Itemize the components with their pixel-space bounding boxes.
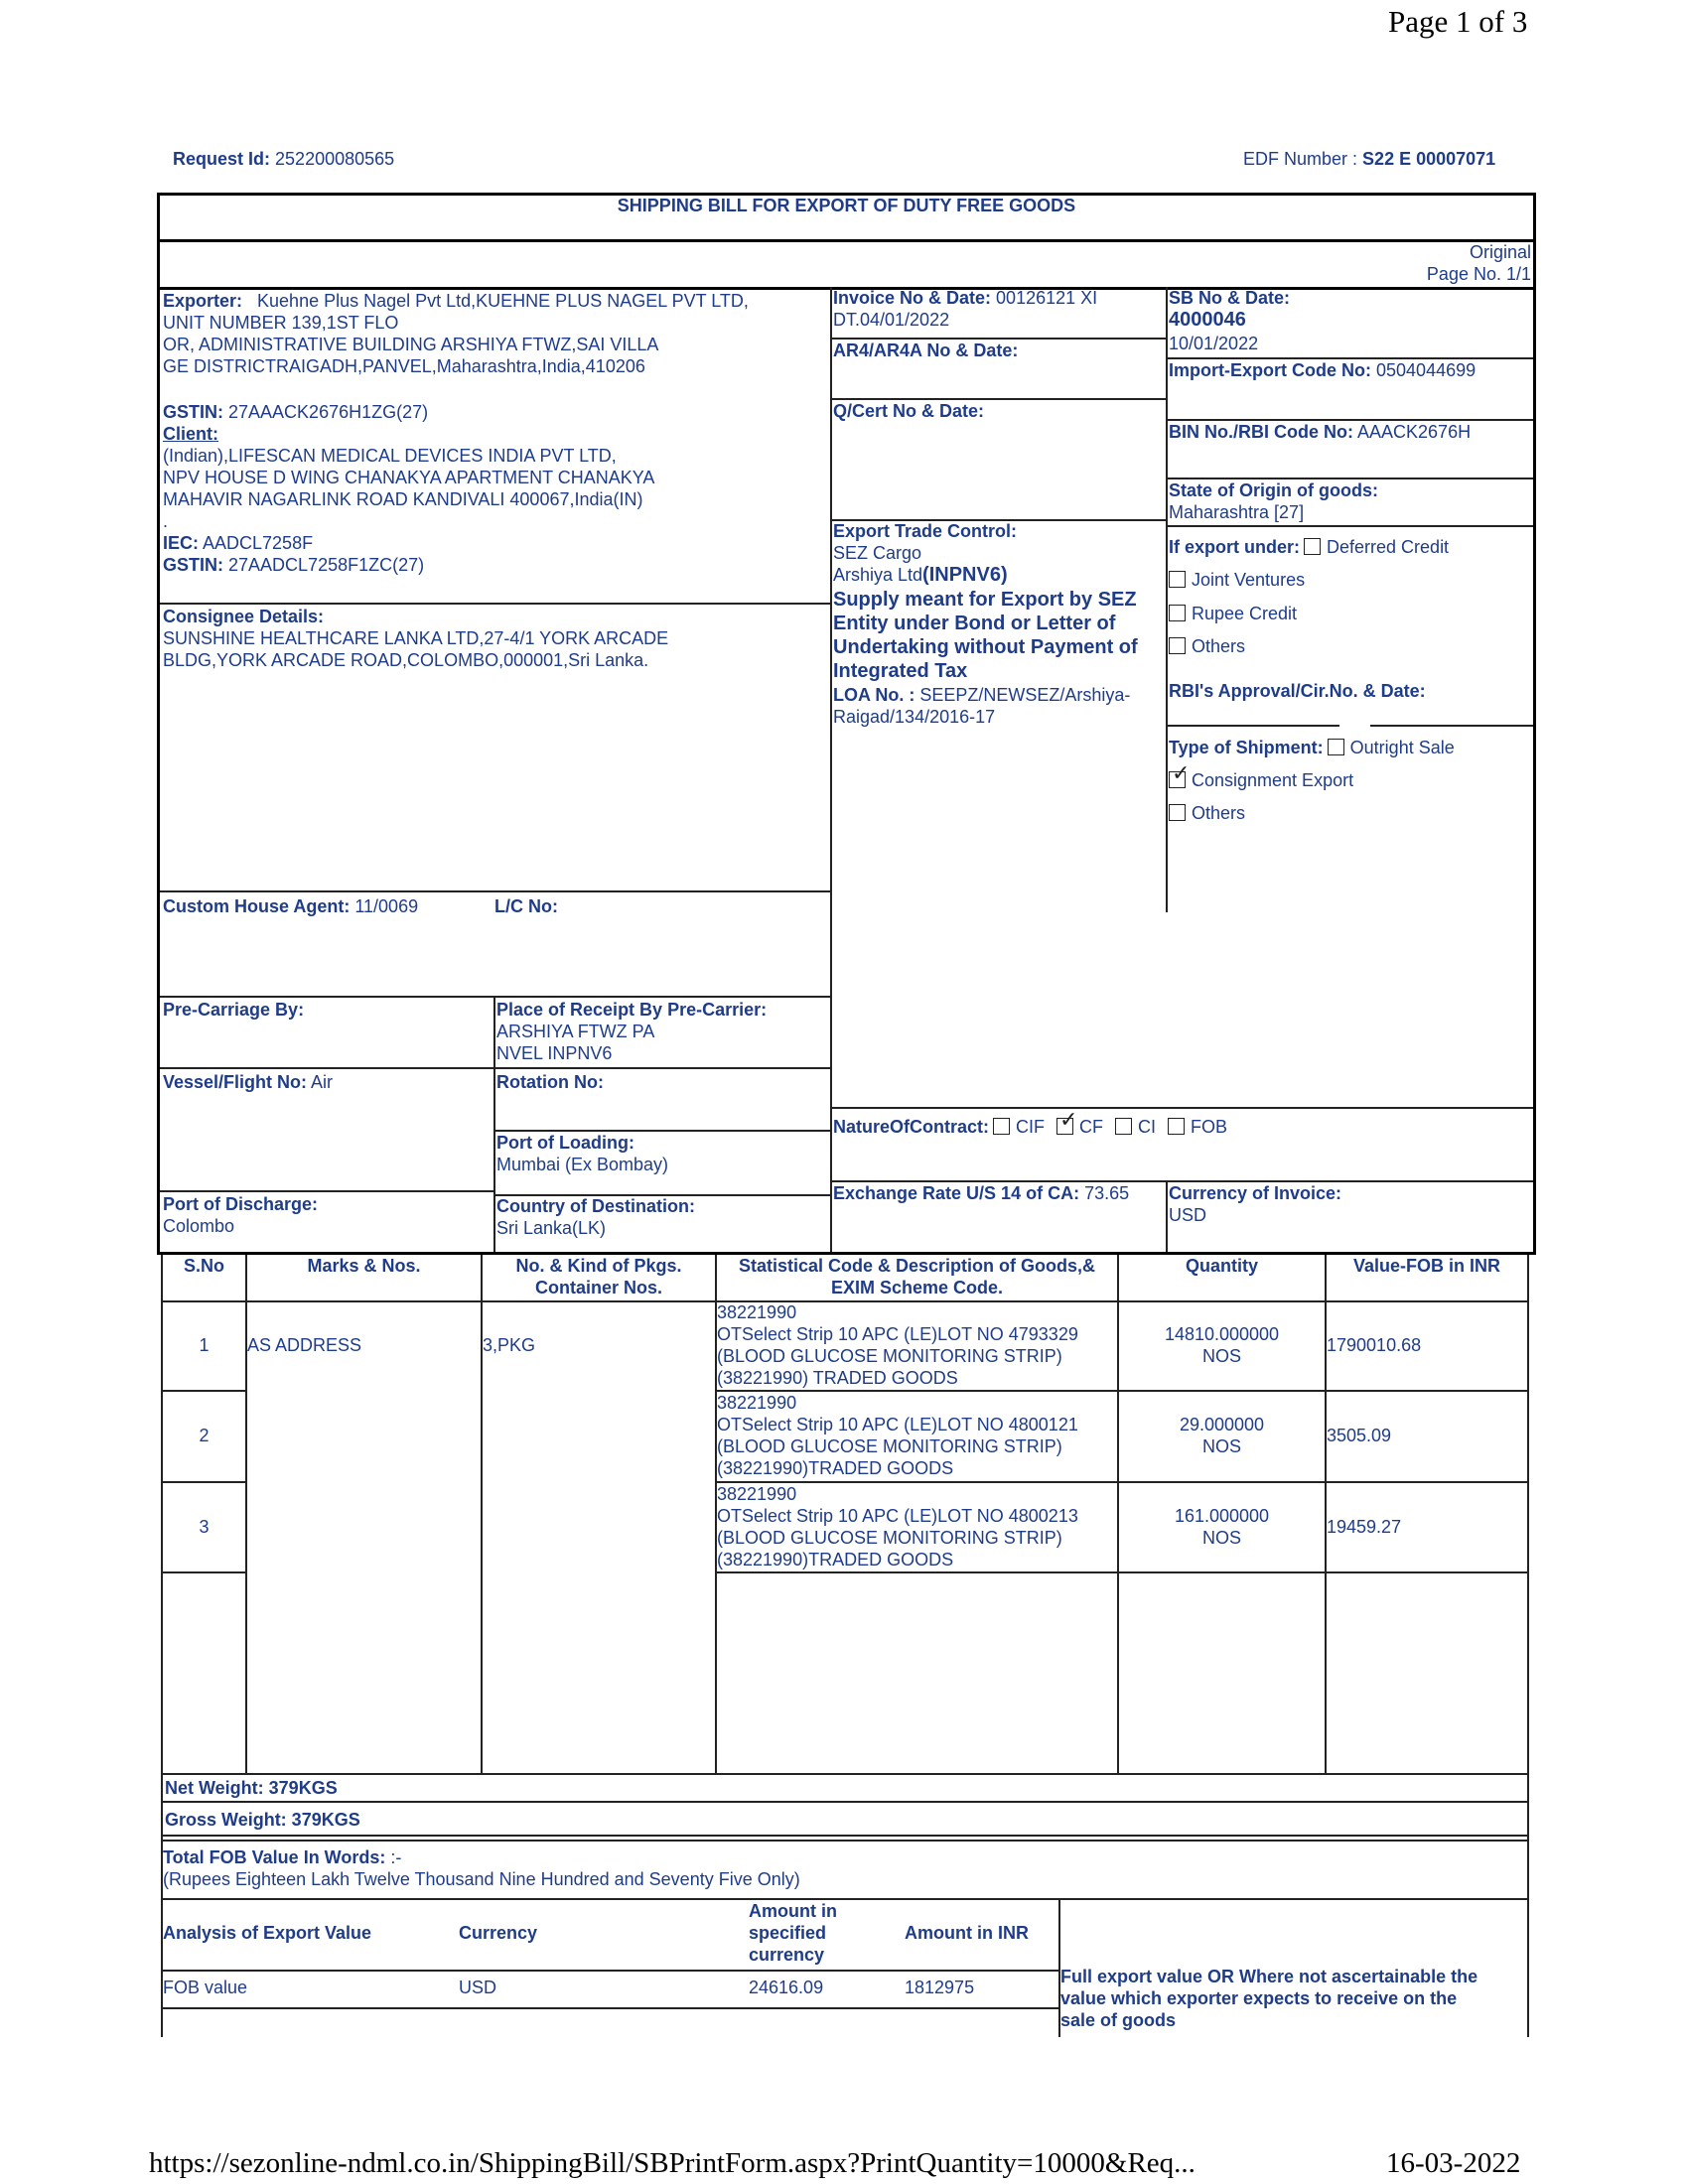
exporter-label: Exporter: bbox=[163, 291, 243, 311]
sb-date: 10/01/2022 bbox=[1169, 334, 1259, 353]
lc-label: L/C No: bbox=[494, 896, 558, 916]
row2-desc-code: 38221990 bbox=[717, 1393, 797, 1413]
consignment-export-checkbox[interactable] bbox=[1169, 771, 1186, 788]
col-value: Value-FOB in INR bbox=[1352, 1256, 1501, 1276]
deferred-credit-label: Deferred Credit bbox=[1327, 537, 1450, 557]
loa-value: SEEPZ/NEWSEZ/Arshiya- bbox=[919, 685, 1131, 705]
state-origin-value: Maharashtra [27] bbox=[1169, 502, 1305, 522]
net-weight: Net Weight: 379KGS bbox=[165, 1778, 338, 1798]
row1-pkgs: 3,PKG bbox=[483, 1335, 536, 1355]
page-number: Page 1 of 3 bbox=[1388, 4, 1528, 39]
export-trade-company: Arshiya Ltd bbox=[833, 565, 923, 585]
request-id-value: 252200080565 bbox=[275, 149, 395, 169]
col-marks: Marks & Nos. bbox=[307, 1256, 421, 1276]
row3-unit: NOS bbox=[1201, 1528, 1241, 1548]
row1-desc-3: (BLOOD GLUCOSE MONITORING STRIP) bbox=[717, 1346, 1062, 1366]
row2-value: 3505.09 bbox=[1327, 1426, 1392, 1445]
exchange-rate-label: Exchange Rate U/S 14 of CA: bbox=[833, 1183, 1080, 1203]
consignment-export-label: Consignment Export bbox=[1192, 770, 1354, 790]
ci-label: CI bbox=[1138, 1117, 1157, 1137]
invoice-label: Invoice No & Date: bbox=[833, 288, 992, 308]
exporter-gstin-value: 27AAACK2676H1ZG(27) bbox=[228, 402, 429, 422]
bin-value: AAACK2676H bbox=[1357, 422, 1472, 442]
outright-sale-checkbox[interactable] bbox=[1328, 739, 1344, 755]
supply-line2: Entity under Bond or Letter of bbox=[833, 613, 1116, 634]
qcert-label: Q/Cert No & Date: bbox=[833, 401, 985, 421]
fob-label: FOB bbox=[1191, 1117, 1228, 1137]
port-loading-value: Mumbai (Ex Bombay) bbox=[496, 1155, 669, 1174]
row2-sno: 2 bbox=[199, 1426, 210, 1445]
row2-desc-3: (BLOOD GLUCOSE MONITORING STRIP) bbox=[717, 1436, 1062, 1456]
cif-checkbox[interactable] bbox=[993, 1118, 1010, 1135]
exchange-rate bbox=[833, 1182, 1129, 1204]
country-dest-label: Country of Destination: bbox=[496, 1196, 695, 1216]
iec-code bbox=[1169, 359, 1476, 381]
exporter-line3: OR, ADMINISTRATIVE BUILDING ARSHIYA FTWZ,SAI VILLA bbox=[163, 335, 659, 354]
ci-checkbox[interactable] bbox=[1115, 1118, 1132, 1135]
client-iec-value: AADCL7258F bbox=[203, 533, 314, 553]
form-title: SHIPPING BILL FOR EXPORT OF DUTY FREE GOODS bbox=[617, 196, 1076, 215]
vessel bbox=[163, 1071, 333, 1093]
row2-qty: 29.000000 bbox=[1179, 1415, 1265, 1434]
export-under-row bbox=[1169, 536, 1449, 558]
bin-label: BIN No./RBI Code No: bbox=[1169, 422, 1353, 442]
col-quantity: Quantity bbox=[1185, 1256, 1258, 1276]
row3-sno: 3 bbox=[199, 1517, 210, 1537]
fob-words-separator: :- bbox=[385, 1847, 402, 1867]
analysis-note-3: sale of goods bbox=[1060, 2010, 1177, 2030]
original-label: Original bbox=[1469, 242, 1531, 262]
consignee-label: Consignee Details: bbox=[163, 607, 325, 626]
exporter-line2: UNIT NUMBER 139,1ST FLO bbox=[163, 313, 399, 333]
export-trade-code: (INPNV6) bbox=[922, 564, 1008, 586]
gross-weight: Gross Weight: 379KGS bbox=[165, 1810, 360, 1830]
client-line2: NPV HOUSE D WING CHANAKYA APARTMENT CHANAKYA bbox=[163, 468, 655, 487]
row3-desc-code: 38221990 bbox=[717, 1484, 797, 1504]
place-receipt-label: Place of Receipt By Pre-Carrier: bbox=[496, 1000, 768, 1020]
row1-desc-code: 38221990 bbox=[717, 1302, 797, 1322]
client-gstin-label: GSTIN: bbox=[163, 555, 223, 575]
iec-label: Import-Export Code No: bbox=[1169, 360, 1371, 380]
place-receipt-line1: ARSHIYA FTWZ PA bbox=[496, 1022, 655, 1041]
fob-words-value: (Rupees Eighteen Lakh Twelve Thousand Nine Hundred and Seventy Five Only) bbox=[163, 1869, 800, 1889]
joint-ventures-checkbox[interactable] bbox=[1169, 571, 1186, 588]
edf-number-label: EDF Number : bbox=[1243, 149, 1358, 169]
client-iec bbox=[163, 532, 313, 554]
shipment-others-label: Others bbox=[1192, 803, 1246, 823]
col-desc-1: Statistical Code & Description of Goods,& bbox=[738, 1256, 1096, 1276]
footer-date: 16-03-2022 bbox=[1386, 2147, 1521, 2179]
row2-unit: NOS bbox=[1201, 1436, 1241, 1456]
col-pkgs-2: Container Nos. bbox=[534, 1278, 662, 1297]
nature-contract-row bbox=[833, 1116, 1227, 1138]
export-trade-label: Export Trade Control: bbox=[833, 521, 1018, 541]
pre-carriage-label: Pre-Carriage By: bbox=[163, 1000, 305, 1020]
row1-marks: AS ADDRESS bbox=[247, 1335, 362, 1355]
currency-invoice-value: USD bbox=[1169, 1205, 1207, 1225]
iec-value: 0504044699 bbox=[1376, 360, 1477, 380]
cf-checkbox[interactable] bbox=[1056, 1118, 1073, 1135]
client-gstin bbox=[163, 554, 424, 576]
client-line1: (Indian),LIFESCAN MEDICAL DEVICES INDIA PVT LTD, bbox=[163, 446, 617, 466]
export-under-label: If export under: bbox=[1169, 537, 1301, 557]
fob-value-inr: 1812975 bbox=[905, 1978, 975, 1997]
exporter-line4: GE DISTRICTRAIGADH,PANVEL,Maharashtra,India,410206 bbox=[163, 356, 645, 376]
fob-value-label: FOB value bbox=[163, 1978, 248, 1997]
edf-number bbox=[1243, 148, 1495, 170]
row3-desc-4: (38221990)TRADED GOODS bbox=[717, 1550, 954, 1570]
exporter-gstin-label: GSTIN: bbox=[163, 402, 223, 422]
export-trade-line1: SEZ Cargo bbox=[833, 543, 922, 563]
row1-desc-4: (38221990) TRADED GOODS bbox=[717, 1368, 958, 1388]
row3-desc-3: (BLOOD GLUCOSE MONITORING STRIP) bbox=[717, 1528, 1062, 1548]
cha-label: Custom House Agent: bbox=[163, 896, 351, 916]
sb-label: SB No & Date: bbox=[1169, 288, 1291, 308]
analysis-note-1: Full export value OR Where not ascertainable the bbox=[1060, 1967, 1478, 1986]
analysis-amount-header-2: specified bbox=[749, 1923, 827, 1943]
row2-desc-4: (38221990)TRADED GOODS bbox=[717, 1458, 954, 1478]
cf-label: CF bbox=[1079, 1117, 1104, 1137]
row3-desc-2: OTSelect Strip 10 APC (LE)LOT NO 4800213 bbox=[717, 1506, 1078, 1526]
row1-qty: 14810.000000 bbox=[1164, 1324, 1280, 1344]
currency-invoice-label: Currency of Invoice: bbox=[1169, 1183, 1342, 1203]
fob-words-label: Total FOB Value In Words: bbox=[163, 1847, 386, 1867]
shipment-label: Type of Shipment: bbox=[1169, 738, 1324, 757]
sb-number: 4000046 bbox=[1169, 309, 1246, 331]
vessel-label: Vessel/Flight No: bbox=[163, 1072, 308, 1092]
vessel-value: Air bbox=[311, 1072, 334, 1092]
joint-ventures-row bbox=[1165, 569, 1305, 591]
row2-desc-2: OTSelect Strip 10 APC (LE)LOT NO 4800121 bbox=[717, 1415, 1078, 1434]
exporter-line1-text: Kuehne Plus Nagel Pvt Ltd,KUEHNE PLUS NAGEL PVT LTD, bbox=[257, 291, 749, 311]
supply-line1: Supply meant for Export by SEZ bbox=[833, 589, 1137, 611]
nature-contract-label: NatureOfContract: bbox=[833, 1117, 990, 1137]
row1-desc-2: OTSelect Strip 10 APC (LE)LOT NO 4793329 bbox=[717, 1324, 1078, 1344]
analysis-note-2: value which exporter expects to receive on the bbox=[1060, 1988, 1458, 2008]
col-sno: S.No bbox=[183, 1256, 224, 1276]
footer-url: https://sezonline-ndml.co.in/ShippingBill/SBPrintForm.aspx?PrintQuantity=10000&Req... bbox=[149, 2147, 1196, 2179]
loa-line2: Raigad/134/2016-17 bbox=[833, 707, 996, 727]
state-origin-label: State of Origin of goods: bbox=[1169, 480, 1378, 500]
port-loading-label: Port of Loading: bbox=[496, 1133, 634, 1153]
export-under-others-row bbox=[1165, 635, 1245, 657]
ar4-label: AR4/AR4A No & Date: bbox=[833, 341, 1019, 360]
analysis-currency-header: Currency bbox=[459, 1923, 538, 1943]
rupee-credit-row bbox=[1165, 603, 1297, 624]
exporter-line1 bbox=[163, 290, 749, 312]
consignee-line1: SUNSHINE HEALTHCARE LANKA LTD,27-4/1 YORK ARCADE bbox=[163, 628, 669, 648]
client-line4: . bbox=[163, 511, 169, 531]
row1-unit: NOS bbox=[1201, 1346, 1241, 1366]
page-no: Page No. 1/1 bbox=[1426, 264, 1531, 284]
export-trade-line2 bbox=[833, 564, 1008, 586]
client-iec-label: IEC: bbox=[163, 533, 199, 553]
col-pkgs-1: No. & Kind of Pkgs. bbox=[515, 1256, 682, 1276]
supply-line3: Undertaking without Payment of bbox=[833, 636, 1138, 658]
rupee-credit-label: Rupee Credit bbox=[1192, 604, 1298, 623]
loa-line1 bbox=[833, 684, 1130, 706]
port-discharge-value: Colombo bbox=[163, 1216, 235, 1236]
row3-qty: 161.000000 bbox=[1174, 1506, 1270, 1526]
place-receipt-line2: NVEL INPNV6 bbox=[496, 1043, 613, 1063]
row1-sno: 1 bbox=[199, 1335, 210, 1355]
exchange-rate-value: 73.65 bbox=[1084, 1183, 1130, 1203]
rotation-label: Rotation No: bbox=[496, 1072, 604, 1092]
export-under-others-label: Others bbox=[1192, 636, 1246, 656]
client-gstin-value: 27AADCL7258F1ZC(27) bbox=[228, 555, 425, 575]
deferred-credit-checkbox[interactable] bbox=[1304, 538, 1321, 555]
exporter-gstin bbox=[163, 401, 428, 423]
rupee-credit-checkbox[interactable] bbox=[1169, 605, 1186, 621]
cha bbox=[163, 895, 418, 917]
analysis-inr-header: Amount in INR bbox=[905, 1923, 1029, 1943]
client-label: Client: bbox=[163, 424, 218, 444]
shipment-others-row bbox=[1165, 802, 1245, 824]
request-id-label: Request Id: bbox=[173, 149, 271, 169]
invoice-line1 bbox=[833, 287, 1097, 309]
fob-value-currency: USD bbox=[459, 1978, 497, 1997]
shipment-row bbox=[1169, 737, 1455, 758]
country-dest-value: Sri Lanka(LK) bbox=[496, 1218, 607, 1238]
cif-label: CIF bbox=[1016, 1117, 1046, 1137]
analysis-title: Analysis of Export Value bbox=[163, 1923, 372, 1943]
edf-number-value: S22 E 00007071 bbox=[1362, 149, 1496, 169]
port-discharge-label: Port of Discharge: bbox=[163, 1194, 319, 1214]
analysis-amount-header-1: Amount in bbox=[749, 1901, 837, 1921]
analysis-amount-header-3: currency bbox=[749, 1945, 825, 1965]
cha-value: 11/0069 bbox=[354, 896, 419, 916]
loa-label: LOA No. : bbox=[833, 685, 915, 705]
col-desc-2: EXIM Scheme Code. bbox=[830, 1278, 1004, 1297]
outright-sale-label: Outright Sale bbox=[1349, 738, 1455, 757]
consignment-export-row bbox=[1165, 769, 1353, 791]
request-id bbox=[173, 148, 394, 170]
row1-value: 1790010.68 bbox=[1327, 1335, 1422, 1355]
consignee-line2: BLDG,YORK ARCADE ROAD,COLOMBO,000001,Sri Lanka. bbox=[163, 650, 649, 670]
export-under-others-checkbox[interactable] bbox=[1169, 637, 1186, 654]
rbi-approval-label: RBI's Approval/Cir.No. & Date: bbox=[1169, 681, 1426, 701]
joint-ventures-label: Joint Ventures bbox=[1192, 570, 1306, 590]
fob-value-amount: 24616.09 bbox=[749, 1978, 824, 1997]
invoice-value: 00126121 XI bbox=[996, 288, 1098, 308]
fob-checkbox[interactable] bbox=[1168, 1118, 1185, 1135]
client-line3: MAHAVIR NAGARLINK ROAD KANDIVALI 400067,India(IN) bbox=[163, 489, 643, 509]
fob-words-heading bbox=[163, 1846, 401, 1868]
supply-line4: Integrated Tax bbox=[833, 660, 968, 682]
shipment-others-checkbox[interactable] bbox=[1169, 804, 1186, 821]
row3-value: 19459.27 bbox=[1327, 1517, 1402, 1537]
invoice-date: DT.04/01/2022 bbox=[833, 310, 950, 330]
bin-code bbox=[1169, 421, 1471, 443]
